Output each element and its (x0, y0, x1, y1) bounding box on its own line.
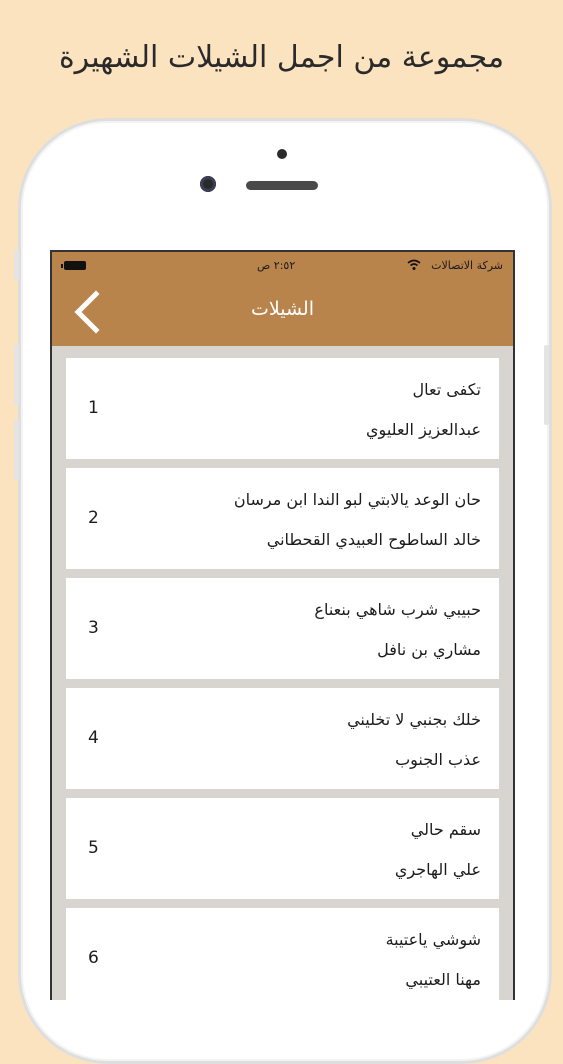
song-index: 1 (88, 398, 99, 418)
volume-down-button (14, 420, 19, 480)
proximity-sensor (277, 149, 287, 159)
nav-bar (52, 280, 513, 346)
song-artist: مهنا العتيبي (405, 970, 481, 989)
song-artist: مشاري بن نافل (377, 640, 481, 659)
song-title: سقم حالي (410, 820, 481, 839)
song-list-item[interactable] (66, 798, 499, 899)
song-title: شوشي ياعتيبة (385, 930, 481, 949)
status-bar (52, 252, 513, 280)
song-list-item[interactable] (66, 468, 499, 569)
promo-title: مجموعة من اجمل الشيلات الشهيرة (58, 40, 505, 75)
song-title: خلك بجنبي لا تخليني (347, 710, 481, 729)
wifi-icon (407, 259, 421, 271)
song-index: 4 (88, 728, 99, 748)
power-button (544, 345, 549, 425)
song-artist: عذب الجنوب (395, 750, 481, 769)
song-list (66, 358, 499, 1000)
app-screen (50, 250, 515, 1000)
nav-title: الشيلات (251, 298, 314, 320)
song-index: 3 (88, 618, 99, 638)
status-time: ٢:٥٢ ص (257, 259, 296, 272)
song-title: تكفى تعال (412, 380, 481, 399)
song-list-item[interactable] (66, 688, 499, 789)
song-title: حان الوعد يالابتي لبو الندا ابن مرسان (233, 490, 481, 509)
song-index: 5 (88, 838, 99, 858)
song-index: 6 (88, 948, 99, 968)
mute-switch (14, 250, 19, 280)
song-index: 2 (88, 508, 99, 528)
song-list-item[interactable] (66, 908, 499, 1000)
status-carrier: شركة الاتصالات (431, 259, 503, 272)
song-list-item[interactable] (66, 578, 499, 679)
song-title: حبيبي شرب شاهي بنعناع (314, 600, 481, 619)
battery-icon (64, 261, 86, 270)
song-list-item[interactable] (66, 358, 499, 459)
earpiece-speaker (246, 181, 318, 190)
song-artist: عبدالعزيز العليوي (366, 420, 481, 439)
volume-up-button (14, 345, 19, 405)
front-camera-icon (200, 176, 216, 192)
song-artist: علي الهاجري (394, 860, 481, 879)
song-artist: خالد الساطوح العبيدي القحطاني (266, 530, 481, 549)
